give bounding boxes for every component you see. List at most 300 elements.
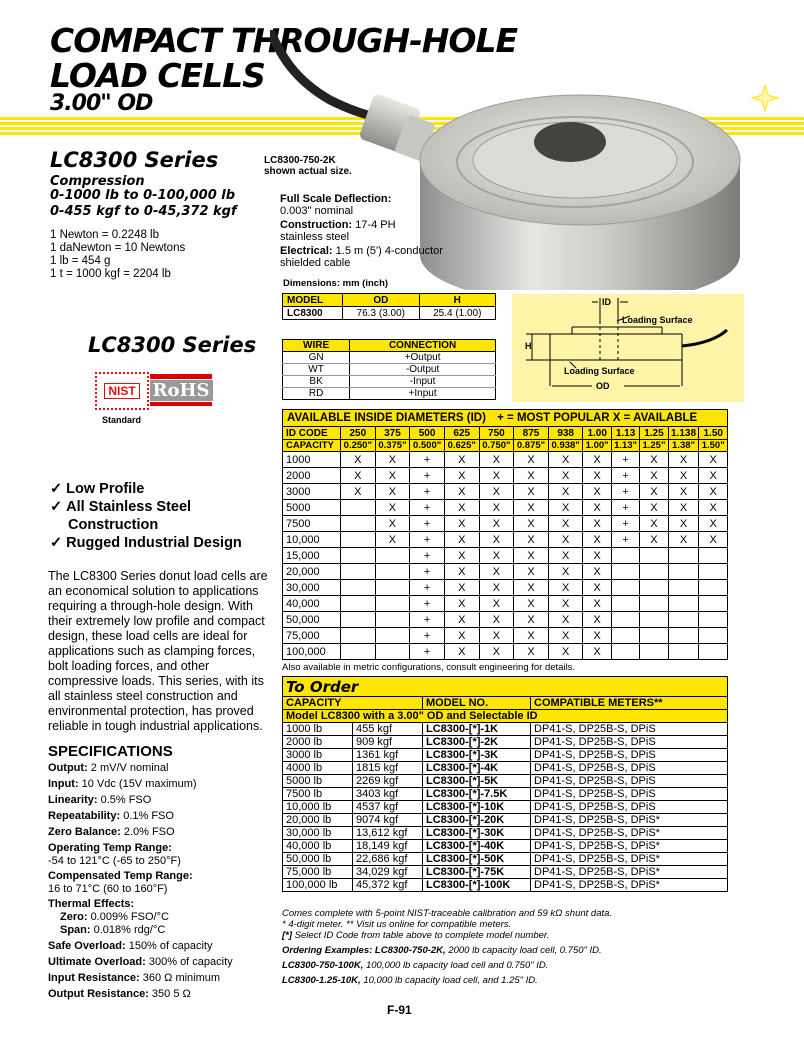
feature-item: ✓ Low Profile [50, 480, 242, 498]
order-capacity-kgf: 22,686 kgf [353, 853, 423, 866]
availability-cell [375, 564, 410, 580]
series-range-lb: 0-1000 lb to 0-100,000 lb [50, 188, 236, 203]
availability-cell: X [548, 468, 583, 484]
diameters-footnote: Also available in metric configurations, consult engineering for details. [282, 662, 576, 673]
specifications-list [48, 762, 273, 1001]
order-capacity-kgf: 45,372 kgf [353, 879, 423, 892]
diagram-h-label: H [525, 341, 532, 351]
wire-cell: RD [283, 388, 350, 400]
id-code-cell: 1.25 [640, 427, 668, 440]
comp-temp-label: Compensated Temp Range: [48, 870, 193, 882]
capacity-cell: 40,000 [283, 596, 341, 612]
order-capacity-lb: 30,000 lb [283, 827, 353, 840]
dimensions-label: Dimensions: mm (inch) [283, 278, 389, 289]
order-capacity-kgf: 3403 kgf [353, 788, 423, 801]
availability-cell [611, 612, 639, 628]
diameter-row [283, 548, 728, 564]
diameter-row [283, 644, 728, 660]
availability-cell: X [583, 500, 611, 516]
availability-cell [341, 580, 376, 596]
page-title-line2: LOAD CELLS [50, 56, 265, 95]
dim-header-h: H [419, 294, 495, 307]
dim-cell: 25.4 (1.00) [419, 307, 495, 320]
availability-cell: X [640, 484, 668, 500]
availability-cell: X [583, 484, 611, 500]
diameter-row [283, 564, 728, 580]
conversion-item: 1 t = 1000 kgf = 2204 lb [50, 268, 171, 280]
page-number: F-91 [387, 1003, 412, 1017]
id-inch-cell: 1.38" [668, 440, 699, 452]
availability-cell: X [668, 484, 699, 500]
availability-cell [611, 644, 639, 660]
diagram-loading-surface-bottom: Loading Surface [564, 366, 635, 376]
order-meters: DP41-S, DP25B-S, DPiS* [531, 827, 728, 840]
zero-value: 0.009% FSO/°C [90, 911, 169, 923]
order-meters: DP41-S, DP25B-S, DPiS* [531, 879, 728, 892]
feature-item: ✓ All Stainless Steel [50, 498, 242, 516]
availability-cell [341, 564, 376, 580]
availability-cell: X [479, 628, 514, 644]
diameters-title [283, 410, 728, 427]
availability-cell: X [514, 580, 549, 596]
order-row [283, 801, 728, 814]
comp-temp-value: 16 to 71°C (60 to 160°F) [48, 883, 168, 895]
availability-cell: X [375, 516, 410, 532]
availability-cell: X [514, 532, 549, 548]
order-row [283, 749, 728, 762]
order-note: Select ID Code from table above to complete model number. [292, 930, 550, 941]
availability-cell: X [640, 500, 668, 516]
wire-cell: WT [283, 364, 350, 376]
availability-cell: X [479, 644, 514, 660]
availability-cell: X [444, 644, 479, 660]
order-capacity-lb: 4000 lb [283, 762, 353, 775]
availability-cell: X [583, 516, 611, 532]
diagram-od-label: OD [596, 381, 610, 391]
order-meters: DP41-S, DP25B-S, DPiS [531, 762, 728, 775]
diameter-row [283, 532, 728, 548]
availability-cell [668, 564, 699, 580]
id-code-cell: 625 [444, 427, 479, 440]
construction-value2: stainless steel [280, 231, 350, 243]
id-inch-cell: 0.625" [444, 440, 479, 452]
availability-cell: X [668, 468, 699, 484]
capacity-cell: 20,000 [283, 564, 341, 580]
order-capacity-kgf: 455 kgf [353, 723, 423, 736]
availability-cell [375, 548, 410, 564]
availability-cell: X [583, 628, 611, 644]
order-row [283, 866, 728, 879]
availability-cell [640, 596, 668, 612]
thermal-label: Thermal Effects: [48, 898, 135, 910]
availability-cell: + [410, 532, 445, 548]
spec-label: Input: [48, 778, 79, 790]
availability-cell: + [611, 516, 639, 532]
nist-standard-label: Standard [102, 415, 142, 425]
availability-cell: X [548, 612, 583, 628]
availability-cell: X [548, 500, 583, 516]
order-example: 10,000 lb capacity load cell, and 1.25" ID. [360, 975, 538, 986]
order-capacity-lb: 10,000 lb [283, 801, 353, 814]
availability-cell: X [548, 644, 583, 660]
construction-value: 17-4 PH [355, 219, 396, 231]
availability-cell: X [479, 516, 514, 532]
order-notes [282, 908, 732, 986]
availability-cell [699, 596, 728, 612]
id-inch-cell: 0.375" [375, 440, 410, 452]
availability-cell: X [514, 484, 549, 500]
order-meters: DP41-S, DP25B-S, DPiS* [531, 840, 728, 853]
availability-cell: X [444, 596, 479, 612]
availability-cell: X [514, 500, 549, 516]
construction-label: Construction: [280, 219, 353, 231]
order-capacity-lb: 40,000 lb [283, 840, 353, 853]
availability-cell [341, 516, 376, 532]
availability-cell: X [548, 516, 583, 532]
availability-cell: X [444, 548, 479, 564]
diagram-loading-surface-top: Loading Surface [622, 315, 693, 325]
availability-cell: X [479, 468, 514, 484]
availability-cell: + [611, 500, 639, 516]
id-code-cell: 875 [514, 427, 549, 440]
availability-cell [640, 628, 668, 644]
nist-badge [95, 372, 149, 410]
capacity-cell: 100,000 [283, 644, 341, 660]
diagram-id-label: ID [602, 297, 611, 307]
order-meters: DP41-S, DP25B-S, DPiS [531, 775, 728, 788]
capacity-cell: 7500 [283, 516, 341, 532]
order-row [283, 879, 728, 892]
connection-cell: +Input [350, 388, 496, 400]
spec-value: 2.0% FSO [123, 826, 175, 838]
order-row [283, 827, 728, 840]
capacity-cell: 5000 [283, 500, 341, 516]
availability-cell [341, 644, 376, 660]
id-code-label: ID CODE [283, 427, 341, 440]
id-code-cell: 750 [479, 427, 514, 440]
availability-cell: X [479, 580, 514, 596]
conversion-list [50, 229, 185, 281]
availability-cell [375, 644, 410, 660]
availability-cell: X [699, 532, 728, 548]
id-inch-cell: 0.250" [341, 440, 376, 452]
id-inch-cell: 0.875" [514, 440, 549, 452]
order-header-meters: COMPATIBLE METERS** [531, 697, 728, 710]
id-code-cell: 250 [341, 427, 376, 440]
order-model-no: LC8300-[*]-3K [423, 749, 531, 762]
order-row [283, 736, 728, 749]
availability-cell: X [548, 628, 583, 644]
wire-cell: BK [283, 376, 350, 388]
order-meters: DP41-S, DP25B-S, DPiS* [531, 866, 728, 879]
photo-caption [264, 155, 352, 177]
availability-cell [668, 548, 699, 564]
id-inch-cell: 1.13" [611, 440, 639, 452]
diameters-table [282, 409, 728, 660]
photo-caption-model: LC8300-750-2K [264, 155, 336, 166]
order-meters: DP41-S, DP25B-S, DPiS [531, 788, 728, 801]
availability-cell: X [479, 532, 514, 548]
wire-table [282, 339, 496, 400]
availability-cell: X [444, 580, 479, 596]
availability-cell: X [479, 564, 514, 580]
availability-cell: X [548, 580, 583, 596]
id-code-cell: 500 [410, 427, 445, 440]
order-capacity-kgf: 13,612 kgf [353, 827, 423, 840]
availability-cell [640, 612, 668, 628]
availability-cell: X [583, 468, 611, 484]
id-inch-cell: 1.25" [640, 440, 668, 452]
availability-cell: X [375, 532, 410, 548]
spec-label: Safe Overload: [48, 940, 126, 952]
availability-cell [640, 644, 668, 660]
order-model-no: LC8300-[*]-100K [423, 879, 531, 892]
diameters-title-right: + = MOST POPULAR X = AVAILABLE [497, 412, 698, 424]
diameter-row [283, 468, 728, 484]
dim-cell: LC8300 [283, 307, 343, 320]
availability-cell: X [583, 596, 611, 612]
diameters-title-left: AVAILABLE INSIDE DIAMETERS (ID) [287, 412, 486, 424]
order-header-capacity: CAPACITY [283, 697, 423, 710]
diameter-row [283, 452, 728, 468]
spec-label: Zero Balance: [48, 826, 121, 838]
order-note: * 4-digit meter. ** Visit us online for compatible meters. [282, 919, 512, 930]
availability-cell: X [699, 516, 728, 532]
availability-cell [341, 532, 376, 548]
photo-caption-text: shown actual size. [264, 166, 352, 177]
availability-cell: X [668, 500, 699, 516]
order-model-no: LC8300-[*]-30K [423, 827, 531, 840]
id-code-cell: 375 [375, 427, 410, 440]
availability-cell [699, 564, 728, 580]
availability-cell [341, 628, 376, 644]
order-capacity-lb: 75,000 lb [283, 866, 353, 879]
diameter-row [283, 580, 728, 596]
availability-cell: X [514, 612, 549, 628]
connection-cell: -Output [350, 364, 496, 376]
electrical-label: Electrical: [280, 245, 333, 257]
availability-cell: + [410, 644, 445, 660]
feature-item: ✓ Rugged Industrial Design [50, 534, 242, 552]
order-meters: DP41-S, DP25B-S, DPiS* [531, 814, 728, 827]
order-meters: DP41-S, DP25B-S, DPiS [531, 801, 728, 814]
order-capacity-kgf: 4537 kgf [353, 801, 423, 814]
order-model-no: LC8300-[*]-50K [423, 853, 531, 866]
diameter-row [283, 596, 728, 612]
availability-cell: X [514, 644, 549, 660]
conversion-item: 1 lb = 454 g [50, 255, 111, 267]
id-code-cell: 1.13 [611, 427, 639, 440]
order-capacity-kgf: 18,149 kgf [353, 840, 423, 853]
availability-cell: X [514, 548, 549, 564]
availability-cell [611, 628, 639, 644]
description: The LC8300 Series donut load cells are an economical solution to applications requiring a through-hole design. With their extremely low profile and compact design, these load cells are ideal for applications such as clamping forces, bolt loading forces, and other compressive loads. This series, with its all stainless steel construction and environmental protection, has proved reliable in tough industrial applications. [48, 569, 268, 733]
availability-cell: X [668, 516, 699, 532]
availability-cell: X [375, 500, 410, 516]
spec-value: 350 5 Ω [151, 988, 191, 1000]
availability-cell: X [444, 500, 479, 516]
availability-cell: X [444, 468, 479, 484]
order-model-no: LC8300-[*]-40K [423, 840, 531, 853]
order-capacity-kgf: 1361 kgf [353, 749, 423, 762]
electrical-value: 1.5 m (5') 4-conductor [335, 245, 443, 257]
order-capacity-lb: 2000 lb [283, 736, 353, 749]
order-capacity-lb: 1000 lb [283, 723, 353, 736]
spec-value: 10 Vdc (15V maximum) [81, 778, 197, 790]
availability-cell: + [611, 452, 639, 468]
feature-item-cont: Construction [68, 517, 159, 533]
availability-cell: X [640, 468, 668, 484]
id-inch-cell: 0.750" [479, 440, 514, 452]
availability-cell: X [583, 452, 611, 468]
availability-cell: + [410, 612, 445, 628]
availability-cell: X [514, 452, 549, 468]
availability-cell: + [410, 564, 445, 580]
order-model-no: LC8300-[*]-10K [423, 801, 531, 814]
id-inch-cell: 1.00" [583, 440, 611, 452]
availability-cell: X [444, 628, 479, 644]
id-code-cell: 1.138 [668, 427, 699, 440]
id-inch-cell: 0.500" [410, 440, 445, 452]
availability-cell [668, 580, 699, 596]
availability-cell: + [410, 484, 445, 500]
availability-cell: X [375, 468, 410, 484]
availability-cell: X [699, 484, 728, 500]
capacity-cell: 3000 [283, 484, 341, 500]
wire-cell: GN [283, 352, 350, 364]
id-code-cell: 938 [548, 427, 583, 440]
availability-cell [375, 612, 410, 628]
availability-cell: + [410, 500, 445, 516]
availability-cell: X [444, 612, 479, 628]
availability-cell: X [548, 548, 583, 564]
order-capacity-kgf: 34,029 kgf [353, 866, 423, 879]
availability-cell: X [514, 468, 549, 484]
order-header-model: MODEL NO. [423, 697, 531, 710]
availability-cell [699, 644, 728, 660]
availability-cell: + [410, 548, 445, 564]
availability-cell: X [444, 532, 479, 548]
feature-list [50, 480, 242, 552]
order-example: 2000 lb capacity load cell, 0.750" ID. [445, 945, 602, 956]
availability-cell: X [548, 564, 583, 580]
availability-cell: + [611, 484, 639, 500]
availability-cell [699, 548, 728, 564]
diameter-row [283, 628, 728, 644]
availability-cell: X [375, 452, 410, 468]
availability-cell [341, 548, 376, 564]
series-range-kgf: 0-455 kgf to 0-45,372 kgf [50, 204, 237, 219]
id-inch-cell: 0.938" [548, 440, 583, 452]
availability-cell: X [640, 516, 668, 532]
availability-cell: X [583, 612, 611, 628]
availability-cell: X [514, 564, 549, 580]
order-capacity-lb: 50,000 lb [283, 853, 353, 866]
order-row [283, 814, 728, 827]
order-model-no: LC8300-[*]-5K [423, 775, 531, 788]
availability-cell: + [611, 532, 639, 548]
dim-header-od: OD [343, 294, 419, 307]
connection-header: CONNECTION [350, 340, 496, 352]
wire-header: WIRE [283, 340, 350, 352]
availability-cell [611, 596, 639, 612]
connection-cell: +Output [350, 352, 496, 364]
availability-cell: X [341, 484, 376, 500]
availability-cell [611, 548, 639, 564]
specifications-title: SPECIFICATIONS [48, 743, 173, 760]
availability-cell [640, 548, 668, 564]
spec-label: Output Resistance: [48, 988, 149, 1000]
order-model-no: LC8300-[*]-4K [423, 762, 531, 775]
spec-value: 2 mV/V nominal [90, 762, 169, 774]
order-meters: DP41-S, DP25B-S, DPiS [531, 736, 728, 749]
order-meters: DP41-S, DP25B-S, DPiS [531, 723, 728, 736]
capacity-cell: 75,000 [283, 628, 341, 644]
order-model-no: LC8300-[*]-20K [423, 814, 531, 827]
availability-cell: X [583, 580, 611, 596]
page-title-line3: 3.00" OD [50, 91, 153, 116]
capacity-cell: 50,000 [283, 612, 341, 628]
availability-cell [341, 500, 376, 516]
availability-cell [341, 612, 376, 628]
op-temp-label: Operating Temp Range: [48, 842, 172, 854]
order-model-no: LC8300-[*]-2K [423, 736, 531, 749]
availability-cell: X [514, 628, 549, 644]
order-note-bold: [*] [282, 930, 293, 941]
availability-cell [699, 580, 728, 596]
capacity-label: CAPACITY [283, 440, 341, 452]
order-meters: DP41-S, DP25B-S, DPiS* [531, 853, 728, 866]
conversion-item: 1 Newton = 0.2248 lb [50, 229, 160, 241]
order-example-bold: Ordering Examples: LC8300-750-2K, [282, 945, 446, 956]
availability-cell: + [410, 452, 445, 468]
availability-cell [699, 628, 728, 644]
order-title: To Order [283, 677, 728, 697]
series-subtitle: Compression [50, 174, 145, 189]
order-capacity-lb: 20,000 lb [283, 814, 353, 827]
spec-value: 150% of capacity [128, 940, 213, 952]
spec-label: Ultimate Overload: [48, 956, 146, 968]
availability-cell: + [410, 580, 445, 596]
availability-cell: X [341, 452, 376, 468]
dimensions-table [282, 293, 496, 320]
availability-cell: + [611, 468, 639, 484]
availability-cell: + [410, 628, 445, 644]
diameter-row [283, 484, 728, 500]
availability-cell: X [444, 516, 479, 532]
order-example-bold: LC8300-750-100K, [282, 960, 364, 971]
rohs-badge [150, 374, 212, 406]
span-label: Span: [60, 924, 91, 936]
availability-cell: X [583, 564, 611, 580]
dimension-diagram [512, 294, 744, 402]
availability-cell: X [640, 532, 668, 548]
order-subheader: Model LC8300 with a 3.00" OD and Selectable ID [283, 710, 728, 723]
availability-cell: X [514, 596, 549, 612]
availability-cell [375, 628, 410, 644]
order-table [282, 676, 728, 892]
capacity-cell: 2000 [283, 468, 341, 484]
availability-cell [375, 580, 410, 596]
spec-label: Linearity: [48, 794, 98, 806]
availability-cell: X [444, 484, 479, 500]
diameter-row [283, 500, 728, 516]
id-code-cell: 1.00 [583, 427, 611, 440]
availability-cell: + [410, 468, 445, 484]
capacity-cell: 1000 [283, 452, 341, 468]
order-row [283, 775, 728, 788]
series-title: LC8300 Series [50, 148, 219, 172]
